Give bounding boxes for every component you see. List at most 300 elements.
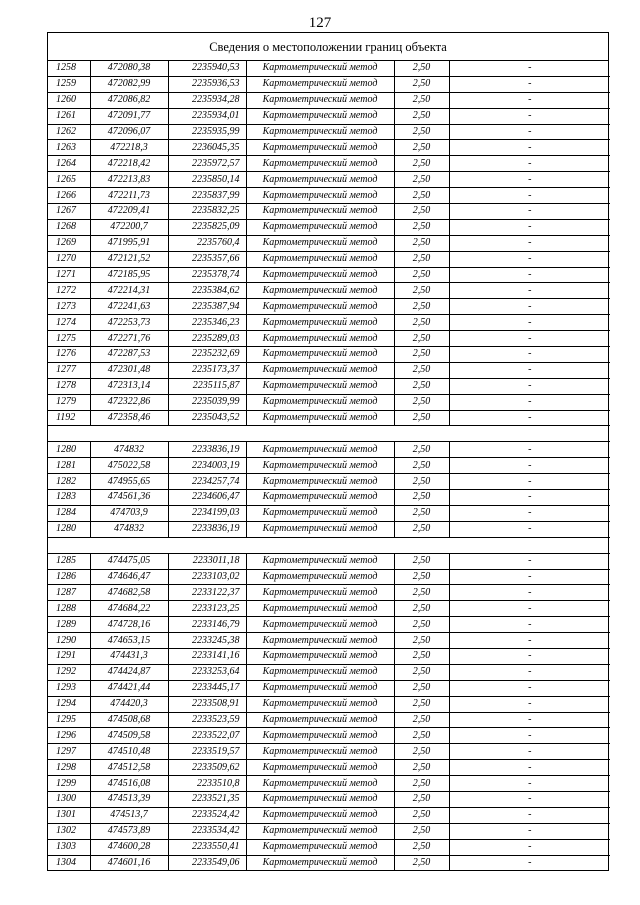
point-number: 1263 [48,140,90,156]
table-row [48,378,610,394]
x-coordinate: 474431,3 [90,648,168,664]
accuracy-cell: 2,50 [394,267,449,283]
y-coordinate: 2233524,42 [168,807,246,823]
method-cell: Картометрический метод [246,331,394,347]
y-coordinate: 2235115,87 [168,378,246,394]
y-coordinate: 2233550,41 [168,839,246,855]
y-coordinate: 2233146,79 [168,617,246,633]
accuracy-cell: 2,50 [394,744,449,760]
y-coordinate: 2233523,59 [168,712,246,728]
table-row [48,442,610,458]
table-row [48,553,610,569]
accuracy-cell: 2,50 [394,505,449,521]
x-coordinate: 472209,41 [90,204,168,220]
description-cell: - [449,140,610,156]
method-cell: Картометрический метод [246,760,394,776]
table-row [48,347,610,363]
accuracy-cell: 2,50 [394,855,449,870]
x-coordinate: 474646,47 [90,569,168,585]
point-number: 1280 [48,442,90,458]
point-number: 1270 [48,251,90,267]
accuracy-cell: 2,50 [394,378,449,394]
x-coordinate: 474475,05 [90,553,168,569]
accuracy-cell: 2,50 [394,251,449,267]
y-coordinate: 2235934,28 [168,92,246,108]
point-number: 1288 [48,601,90,617]
x-coordinate: 474832 [90,521,168,537]
table-row [48,140,610,156]
method-cell: Картометрический метод [246,172,394,188]
accuracy-cell: 2,50 [394,569,449,585]
description-cell: - [449,442,610,458]
table-row [48,410,610,426]
method-cell: Картометрический метод [246,347,394,363]
accuracy-cell: 2,50 [394,394,449,410]
point-number: 1266 [48,188,90,204]
point-number: 1290 [48,633,90,649]
y-coordinate: 2233510,8 [168,776,246,792]
y-coordinate: 2233549,06 [168,855,246,870]
accuracy-cell: 2,50 [394,315,449,331]
description-cell: - [449,61,610,76]
y-coordinate: 2235825,09 [168,219,246,235]
x-coordinate: 472096,07 [90,124,168,140]
table-row [48,712,610,728]
y-coordinate: 2235232,69 [168,347,246,363]
method-cell: Картометрический метод [246,124,394,140]
accuracy-cell: 2,50 [394,648,449,664]
coordinates-table-body [48,61,610,870]
method-cell: Картометрический метод [246,807,394,823]
x-coordinate: 472313,14 [90,378,168,394]
y-coordinate: 2233253,64 [168,664,246,680]
coordinates-table [48,61,610,870]
x-coordinate: 474601,16 [90,855,168,870]
description-cell: - [449,617,610,633]
accuracy-cell: 2,50 [394,140,449,156]
method-cell: Картометрический метод [246,585,394,601]
method-cell: Картометрический метод [246,410,394,426]
accuracy-cell: 2,50 [394,347,449,363]
x-coordinate: 474573,89 [90,823,168,839]
x-coordinate: 472358,46 [90,410,168,426]
description-cell: - [449,791,610,807]
x-coordinate: 472213,83 [90,172,168,188]
point-number: 1267 [48,204,90,220]
y-coordinate: 2236045,35 [168,140,246,156]
x-coordinate: 472200,7 [90,219,168,235]
x-coordinate: 474653,15 [90,633,168,649]
description-cell: - [449,362,610,378]
accuracy-cell: 2,50 [394,823,449,839]
table-row [48,569,610,585]
method-cell: Картометрический метод [246,855,394,870]
x-coordinate: 474509,58 [90,728,168,744]
table-row [48,791,610,807]
table-row [48,823,610,839]
accuracy-cell: 2,50 [394,728,449,744]
point-number: 1279 [48,394,90,410]
table-row [48,172,610,188]
description-cell: - [449,235,610,251]
accuracy-cell: 2,50 [394,124,449,140]
table-row [48,315,610,331]
point-number: 1274 [48,315,90,331]
method-cell: Картометрический метод [246,140,394,156]
table-row [48,124,610,140]
y-coordinate: 2233836,19 [168,521,246,537]
description-cell: - [449,712,610,728]
y-coordinate: 2235346,23 [168,315,246,331]
point-number: 1269 [48,235,90,251]
y-coordinate: 2235837,99 [168,188,246,204]
y-coordinate: 2233141,16 [168,648,246,664]
y-coordinate: 2234257,74 [168,474,246,490]
description-cell: - [449,394,610,410]
description-cell: - [449,601,610,617]
method-cell: Картометрический метод [246,712,394,728]
method-cell: Картометрический метод [246,521,394,537]
x-coordinate: 474513,7 [90,807,168,823]
y-coordinate: 2234003,19 [168,458,246,474]
method-cell: Картометрический метод [246,553,394,569]
method-cell: Картометрический метод [246,617,394,633]
description-cell: - [449,569,610,585]
description-cell: - [449,315,610,331]
description-cell: - [449,728,610,744]
x-coordinate: 474424,87 [90,664,168,680]
method-cell: Картометрический метод [246,299,394,315]
accuracy-cell: 2,50 [394,696,449,712]
method-cell: Картометрический метод [246,744,394,760]
x-coordinate: 472301,48 [90,362,168,378]
description-cell: - [449,378,610,394]
table-row [48,108,610,124]
y-coordinate: 2235935,99 [168,124,246,140]
description-cell: - [449,664,610,680]
description-cell: - [449,474,610,490]
point-number: 1302 [48,823,90,839]
method-cell: Картометрический метод [246,219,394,235]
point-number: 1278 [48,378,90,394]
y-coordinate: 2233508,91 [168,696,246,712]
y-coordinate: 2235357,66 [168,251,246,267]
method-cell: Картометрический метод [246,362,394,378]
y-coordinate: 2233103,02 [168,569,246,585]
accuracy-cell: 2,50 [394,362,449,378]
point-number: 1301 [48,807,90,823]
accuracy-cell: 2,50 [394,188,449,204]
method-cell: Картометрический метод [246,791,394,807]
x-coordinate: 472218,3 [90,140,168,156]
method-cell: Картометрический метод [246,664,394,680]
point-number: 1286 [48,569,90,585]
y-coordinate: 2235039,99 [168,394,246,410]
method-cell: Картометрический метод [246,823,394,839]
description-cell: - [449,204,610,220]
x-coordinate: 471995,91 [90,235,168,251]
y-coordinate: 2235173,37 [168,362,246,378]
x-coordinate: 472322,86 [90,394,168,410]
method-cell: Картометрический метод [246,204,394,220]
accuracy-cell: 2,50 [394,490,449,506]
accuracy-cell: 2,50 [394,760,449,776]
accuracy-cell: 2,50 [394,474,449,490]
accuracy-cell: 2,50 [394,553,449,569]
x-coordinate: 474510,48 [90,744,168,760]
point-number: 1260 [48,92,90,108]
x-coordinate: 472211,73 [90,188,168,204]
table-row [48,219,610,235]
table-row [48,521,610,537]
x-coordinate: 474682,58 [90,585,168,601]
accuracy-cell: 2,50 [394,92,449,108]
table-row [48,362,610,378]
x-coordinate: 474561,36 [90,490,168,506]
table-row [48,696,610,712]
x-coordinate: 472185,95 [90,267,168,283]
point-number: 1281 [48,458,90,474]
accuracy-cell: 2,50 [394,76,449,92]
description-cell: - [449,505,610,521]
table-row [48,76,610,92]
point-number: 1295 [48,712,90,728]
point-number: 1287 [48,585,90,601]
method-cell: Картометрический метод [246,267,394,283]
x-coordinate: 474600,28 [90,839,168,855]
point-number: 1284 [48,505,90,521]
point-number: 1262 [48,124,90,140]
description-cell: - [449,807,610,823]
method-cell: Картометрический метод [246,474,394,490]
table-row [48,760,610,776]
table-row [48,251,610,267]
table-title: Сведения о местоположении границ объекта [48,33,608,61]
point-number: 1304 [48,855,90,870]
point-number: 1283 [48,490,90,506]
y-coordinate: 2233519,57 [168,744,246,760]
y-coordinate: 2234606,47 [168,490,246,506]
accuracy-cell: 2,50 [394,410,449,426]
accuracy-cell: 2,50 [394,61,449,76]
y-coordinate: 2233522,07 [168,728,246,744]
x-coordinate: 472287,53 [90,347,168,363]
point-number: 1282 [48,474,90,490]
description-cell: - [449,251,610,267]
accuracy-cell: 2,50 [394,235,449,251]
accuracy-cell: 2,50 [394,633,449,649]
table-row [48,633,610,649]
table-row [48,474,610,490]
table-row [48,267,610,283]
table-row [48,331,610,347]
point-number: 1291 [48,648,90,664]
table-row [48,839,610,855]
table-row [48,585,610,601]
y-coordinate: 2233123,25 [168,601,246,617]
accuracy-cell: 2,50 [394,219,449,235]
x-coordinate: 474513,39 [90,791,168,807]
method-cell: Картометрический метод [246,696,394,712]
y-coordinate: 2235832,25 [168,204,246,220]
point-number: 1300 [48,791,90,807]
y-coordinate: 2233521,35 [168,791,246,807]
point-number: 1259 [48,76,90,92]
description-cell: - [449,744,610,760]
x-coordinate: 472253,73 [90,315,168,331]
point-number: 1303 [48,839,90,855]
method-cell: Картометрический метод [246,601,394,617]
y-coordinate: 2234199,03 [168,505,246,521]
accuracy-cell: 2,50 [394,664,449,680]
method-cell: Картометрический метод [246,76,394,92]
accuracy-cell: 2,50 [394,521,449,537]
method-cell: Картометрический метод [246,378,394,394]
separator-row [48,537,610,553]
x-coordinate: 472080,38 [90,61,168,76]
table-row [48,648,610,664]
x-coordinate: 474420,3 [90,696,168,712]
table-row [48,204,610,220]
x-coordinate: 474421,44 [90,680,168,696]
description-cell: - [449,156,610,172]
description-cell: - [449,633,610,649]
y-coordinate: 2235760,4 [168,235,246,251]
table-row [48,680,610,696]
description-cell: - [449,680,610,696]
table-row [48,235,610,251]
point-number: 1293 [48,680,90,696]
table-row [48,855,610,870]
accuracy-cell: 2,50 [394,680,449,696]
point-number: 1298 [48,760,90,776]
point-number: 1268 [48,219,90,235]
description-cell: - [449,76,610,92]
table-row [48,490,610,506]
accuracy-cell: 2,50 [394,585,449,601]
point-number: 1192 [48,410,90,426]
table-row [48,299,610,315]
accuracy-cell: 2,50 [394,299,449,315]
description-cell: - [528,856,532,868]
description-cell: - [449,172,610,188]
x-coordinate: 472121,52 [90,251,168,267]
method-cell: Картометрический метод [246,728,394,744]
y-coordinate: 2233509,62 [168,760,246,776]
method-cell: Картометрический метод [246,315,394,331]
table-row [48,505,610,521]
y-coordinate: 2235384,62 [168,283,246,299]
method-cell: Картометрический метод [246,283,394,299]
method-cell: Картометрический метод [246,648,394,664]
accuracy-cell: 2,50 [394,617,449,633]
table-row [48,61,610,76]
accuracy-cell: 2,50 [394,791,449,807]
y-coordinate: 2235972,57 [168,156,246,172]
separator-row [48,426,610,442]
x-coordinate: 472082,99 [90,76,168,92]
y-coordinate: 2235936,53 [168,76,246,92]
method-cell: Картометрический метод [246,92,394,108]
accuracy-cell: 2,50 [394,839,449,855]
y-coordinate: 2235387,94 [168,299,246,315]
point-number: 1277 [48,362,90,378]
x-coordinate: 474728,16 [90,617,168,633]
description-cell: - [449,696,610,712]
accuracy-cell: 2,50 [394,172,449,188]
description-cell: - [449,283,610,299]
boundary-table [47,32,609,871]
method-cell: Картометрический метод [246,776,394,792]
point-number: 1265 [48,172,90,188]
table-row [48,728,610,744]
point-number: 1294 [48,696,90,712]
method-cell: Картометрический метод [246,61,394,76]
table-row [48,188,610,204]
method-cell: Картометрический метод [246,394,394,410]
description-cell: - [449,760,610,776]
point-number: 1276 [48,347,90,363]
point-number: 1289 [48,617,90,633]
point-number: 1299 [48,776,90,792]
method-cell: Картометрический метод [246,188,394,204]
page-number: 127 [308,15,332,31]
point-number: 1258 [48,61,90,76]
x-coordinate: 474703,9 [90,505,168,521]
y-coordinate: 2233445,17 [168,680,246,696]
method-cell: Картометрический метод [246,633,394,649]
y-coordinate: 2235378,74 [168,267,246,283]
table-row [48,283,610,299]
point-number: 1261 [48,108,90,124]
accuracy-cell: 2,50 [394,712,449,728]
x-coordinate: 474832 [90,442,168,458]
separator-cell [48,426,610,442]
description-cell: - [449,839,610,855]
x-coordinate: 472218,42 [90,156,168,172]
accuracy-cell: 2,50 [394,442,449,458]
table-row [48,156,610,172]
table-row [48,458,610,474]
description-cell: - [449,410,610,426]
method-cell: Картометрический метод [246,156,394,172]
point-number: 1297 [48,744,90,760]
accuracy-cell: 2,50 [394,601,449,617]
method-cell: Картометрический метод [246,505,394,521]
description-cell: - [449,92,610,108]
description-cell: - [449,347,610,363]
x-coordinate: 472271,76 [90,331,168,347]
method-cell: Картометрический метод [246,458,394,474]
accuracy-cell: 2,50 [394,108,449,124]
table-row [48,617,610,633]
method-cell: Картометрический метод [246,569,394,585]
table-row [48,601,610,617]
separator-cell [48,537,610,553]
x-coordinate: 472241,63 [90,299,168,315]
y-coordinate: 2235043,52 [168,410,246,426]
description-cell: - [449,124,610,140]
x-coordinate: 472086,82 [90,92,168,108]
table-row [48,744,610,760]
point-number: 1273 [48,299,90,315]
description-cell: - [449,490,610,506]
x-coordinate: 472091,77 [90,108,168,124]
method-cell: Картометрический метод [246,680,394,696]
description-cell: - [449,108,610,124]
description-cell: - [449,267,610,283]
point-number: 1264 [48,156,90,172]
